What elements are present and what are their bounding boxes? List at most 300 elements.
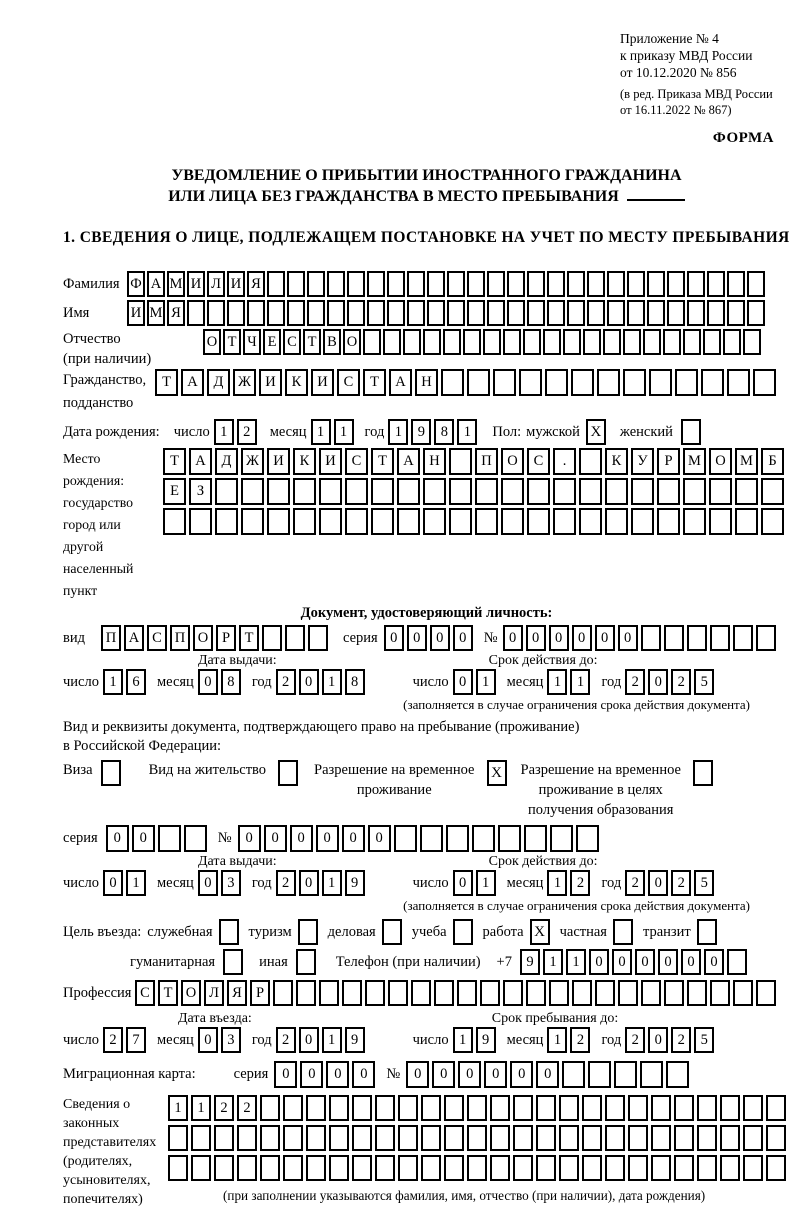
- char-cell[interactable]: [576, 825, 599, 852]
- char-cell[interactable]: [766, 1125, 786, 1151]
- char-cell[interactable]: [467, 1155, 487, 1181]
- char-cell[interactable]: [579, 478, 602, 505]
- char-cell[interactable]: 7: [126, 1027, 146, 1053]
- char-cell[interactable]: [579, 508, 602, 535]
- char-cell[interactable]: [168, 1155, 188, 1181]
- char-cell[interactable]: [383, 329, 401, 355]
- char-cell[interactable]: [327, 271, 345, 297]
- char-cell[interactable]: 0: [612, 949, 632, 975]
- char-cell[interactable]: [588, 1061, 611, 1088]
- char-cell[interactable]: [605, 1155, 625, 1181]
- char-cell[interactable]: 2: [671, 1027, 691, 1053]
- char-cell[interactable]: [446, 825, 469, 852]
- char-cell[interactable]: [687, 980, 707, 1006]
- char-cell[interactable]: М: [683, 448, 706, 475]
- char-cell[interactable]: М: [147, 300, 165, 326]
- char-cell[interactable]: [267, 271, 285, 297]
- char-cell[interactable]: 0: [648, 1027, 668, 1053]
- char-cell[interactable]: [709, 478, 732, 505]
- char-cell[interactable]: [697, 1155, 717, 1181]
- char-cell[interactable]: 1: [103, 669, 123, 695]
- char-cell[interactable]: [743, 1095, 763, 1121]
- char-cell[interactable]: 1: [334, 419, 354, 445]
- char-cell[interactable]: [306, 1095, 326, 1121]
- char-cell[interactable]: [423, 478, 446, 505]
- char-cell[interactable]: [651, 1095, 671, 1121]
- char-cell[interactable]: [513, 1155, 533, 1181]
- char-cell[interactable]: [720, 1125, 740, 1151]
- char-cell[interactable]: [503, 980, 523, 1006]
- char-cell[interactable]: 0: [589, 949, 609, 975]
- char-cell[interactable]: [583, 329, 601, 355]
- char-cell[interactable]: 1: [322, 1027, 342, 1053]
- char-cell[interactable]: [727, 369, 750, 396]
- char-cell[interactable]: И: [319, 448, 342, 475]
- char-cell[interactable]: [352, 1095, 372, 1121]
- char-cell[interactable]: [536, 1095, 556, 1121]
- char-cell[interactable]: [467, 369, 490, 396]
- char-cell[interactable]: О: [343, 329, 361, 355]
- char-cell[interactable]: [627, 271, 645, 297]
- char-cell[interactable]: 0: [526, 625, 546, 651]
- char-cell[interactable]: 0: [103, 870, 123, 896]
- char-cell[interactable]: 1: [322, 870, 342, 896]
- char-cell[interactable]: О: [181, 980, 201, 1006]
- char-cell[interactable]: Т: [371, 448, 394, 475]
- char-cell[interactable]: [628, 1125, 648, 1151]
- char-cell[interactable]: [467, 271, 485, 297]
- char-cell[interactable]: [623, 369, 646, 396]
- char-cell[interactable]: [709, 508, 732, 535]
- char-cell[interactable]: [550, 825, 573, 852]
- char-cell[interactable]: Я: [247, 271, 265, 297]
- char-cell[interactable]: 0: [326, 1061, 349, 1088]
- purpose-official-checkbox[interactable]: [219, 919, 239, 945]
- char-cell[interactable]: [371, 478, 394, 505]
- char-cell[interactable]: [657, 508, 680, 535]
- char-cell[interactable]: [293, 508, 316, 535]
- purpose-work-checkbox[interactable]: X: [530, 919, 550, 945]
- purpose-tourism-checkbox[interactable]: [298, 919, 318, 945]
- char-cell[interactable]: Р: [216, 625, 236, 651]
- char-cell[interactable]: [640, 1061, 663, 1088]
- char-cell[interactable]: [407, 271, 425, 297]
- char-cell[interactable]: [631, 508, 654, 535]
- char-cell[interactable]: [733, 625, 753, 651]
- char-cell[interactable]: [449, 508, 472, 535]
- char-cell[interactable]: [647, 300, 665, 326]
- char-cell[interactable]: 9: [476, 1027, 496, 1053]
- char-cell[interactable]: Я: [227, 980, 247, 1006]
- char-cell[interactable]: [707, 271, 725, 297]
- temp-residence-checkbox[interactable]: X: [487, 760, 507, 786]
- char-cell[interactable]: [766, 1095, 786, 1121]
- char-cell[interactable]: 1: [457, 419, 477, 445]
- char-cell[interactable]: [283, 1155, 303, 1181]
- purpose-business-checkbox[interactable]: [382, 919, 402, 945]
- char-cell[interactable]: А: [181, 369, 204, 396]
- char-cell[interactable]: И: [259, 369, 282, 396]
- char-cell[interactable]: [306, 1155, 326, 1181]
- char-cell[interactable]: [287, 300, 305, 326]
- char-cell[interactable]: П: [475, 448, 498, 475]
- char-cell[interactable]: [296, 980, 316, 1006]
- char-cell[interactable]: Т: [155, 369, 178, 396]
- char-cell[interactable]: 0: [704, 949, 724, 975]
- char-cell[interactable]: [543, 329, 561, 355]
- char-cell[interactable]: А: [124, 625, 144, 651]
- char-cell[interactable]: [651, 1155, 671, 1181]
- char-cell[interactable]: [761, 478, 784, 505]
- char-cell[interactable]: [329, 1095, 349, 1121]
- char-cell[interactable]: [421, 1125, 441, 1151]
- char-cell[interactable]: [398, 1095, 418, 1121]
- char-cell[interactable]: [237, 1155, 257, 1181]
- char-cell[interactable]: [707, 300, 725, 326]
- char-cell[interactable]: [607, 271, 625, 297]
- char-cell[interactable]: О: [709, 448, 732, 475]
- char-cell[interactable]: Т: [223, 329, 241, 355]
- char-cell[interactable]: 1: [126, 870, 146, 896]
- char-cell[interactable]: 0: [132, 825, 155, 852]
- char-cell[interactable]: 0: [549, 625, 569, 651]
- char-cell[interactable]: 0: [299, 870, 319, 896]
- char-cell[interactable]: 0: [658, 949, 678, 975]
- char-cell[interactable]: [567, 271, 585, 297]
- char-cell[interactable]: 2: [237, 419, 257, 445]
- char-cell[interactable]: [467, 1125, 487, 1151]
- purpose-study-checkbox[interactable]: [453, 919, 473, 945]
- char-cell[interactable]: [582, 1095, 602, 1121]
- char-cell[interactable]: [641, 980, 661, 1006]
- char-cell[interactable]: [513, 1125, 533, 1151]
- char-cell[interactable]: [283, 1095, 303, 1121]
- char-cell[interactable]: 0: [316, 825, 339, 852]
- char-cell[interactable]: [427, 271, 445, 297]
- char-cell[interactable]: [753, 369, 776, 396]
- char-cell[interactable]: [631, 478, 654, 505]
- char-cell[interactable]: [287, 271, 305, 297]
- char-cell[interactable]: [559, 1095, 579, 1121]
- char-cell[interactable]: М: [735, 448, 758, 475]
- purpose-private-checkbox[interactable]: [613, 919, 633, 945]
- char-cell[interactable]: 3: [221, 870, 241, 896]
- char-cell[interactable]: 8: [434, 419, 454, 445]
- edu-residence-checkbox[interactable]: [693, 760, 713, 786]
- char-cell[interactable]: [687, 271, 705, 297]
- char-cell[interactable]: И: [267, 448, 290, 475]
- char-cell[interactable]: [191, 1125, 211, 1151]
- char-cell[interactable]: [267, 478, 290, 505]
- char-cell[interactable]: [545, 369, 568, 396]
- char-cell[interactable]: [710, 625, 730, 651]
- char-cell[interactable]: 9: [345, 1027, 365, 1053]
- char-cell[interactable]: [720, 1095, 740, 1121]
- char-cell[interactable]: [260, 1095, 280, 1121]
- char-cell[interactable]: [306, 1125, 326, 1151]
- char-cell[interactable]: О: [203, 329, 221, 355]
- char-cell[interactable]: [572, 980, 592, 1006]
- char-cell[interactable]: [352, 1155, 372, 1181]
- char-cell[interactable]: П: [170, 625, 190, 651]
- char-cell[interactable]: 2: [276, 669, 296, 695]
- char-cell[interactable]: 0: [432, 1061, 455, 1088]
- char-cell[interactable]: [467, 1095, 487, 1121]
- char-cell[interactable]: [241, 478, 264, 505]
- char-cell[interactable]: 2: [570, 1027, 590, 1053]
- char-cell[interactable]: Д: [207, 369, 230, 396]
- char-cell[interactable]: [375, 1125, 395, 1151]
- char-cell[interactable]: [710, 980, 730, 1006]
- char-cell[interactable]: 2: [625, 1027, 645, 1053]
- char-cell[interactable]: [697, 1125, 717, 1151]
- char-cell[interactable]: [444, 1095, 464, 1121]
- char-cell[interactable]: [319, 478, 342, 505]
- char-cell[interactable]: 0: [368, 825, 391, 852]
- char-cell[interactable]: [651, 1125, 671, 1151]
- char-cell[interactable]: С: [345, 448, 368, 475]
- char-cell[interactable]: [743, 1125, 763, 1151]
- char-cell[interactable]: 8: [221, 669, 241, 695]
- char-cell[interactable]: З: [189, 478, 212, 505]
- char-cell[interactable]: [523, 329, 541, 355]
- char-cell[interactable]: [227, 300, 245, 326]
- char-cell[interactable]: С: [283, 329, 301, 355]
- char-cell[interactable]: [527, 478, 550, 505]
- char-cell[interactable]: Т: [163, 448, 186, 475]
- char-cell[interactable]: [519, 369, 542, 396]
- char-cell[interactable]: [307, 300, 325, 326]
- char-cell[interactable]: [329, 1155, 349, 1181]
- char-cell[interactable]: О: [193, 625, 213, 651]
- char-cell[interactable]: [398, 1125, 418, 1151]
- char-cell[interactable]: [579, 448, 602, 475]
- char-cell[interactable]: [403, 329, 421, 355]
- char-cell[interactable]: [449, 478, 472, 505]
- char-cell[interactable]: Б: [761, 448, 784, 475]
- char-cell[interactable]: 0: [618, 625, 638, 651]
- char-cell[interactable]: 0: [299, 669, 319, 695]
- char-cell[interactable]: [743, 1155, 763, 1181]
- char-cell[interactable]: [345, 478, 368, 505]
- char-cell[interactable]: 0: [572, 625, 592, 651]
- char-cell[interactable]: 0: [352, 1061, 375, 1088]
- char-cell[interactable]: [487, 271, 505, 297]
- char-cell[interactable]: С: [337, 369, 360, 396]
- char-cell[interactable]: 0: [198, 870, 218, 896]
- char-cell[interactable]: Е: [163, 478, 186, 505]
- char-cell[interactable]: 1: [388, 419, 408, 445]
- char-cell[interactable]: [675, 369, 698, 396]
- char-cell[interactable]: [536, 1125, 556, 1151]
- char-cell[interactable]: 9: [520, 949, 540, 975]
- char-cell[interactable]: [664, 980, 684, 1006]
- char-cell[interactable]: Ч: [243, 329, 261, 355]
- char-cell[interactable]: [547, 300, 565, 326]
- char-cell[interactable]: [319, 980, 339, 1006]
- char-cell[interactable]: [559, 1125, 579, 1151]
- char-cell[interactable]: [214, 1125, 234, 1151]
- char-cell[interactable]: 0: [300, 1061, 323, 1088]
- char-cell[interactable]: С: [147, 625, 167, 651]
- char-cell[interactable]: [163, 508, 186, 535]
- char-cell[interactable]: [667, 300, 685, 326]
- char-cell[interactable]: [187, 300, 205, 326]
- char-cell[interactable]: 0: [681, 949, 701, 975]
- char-cell[interactable]: [603, 329, 621, 355]
- char-cell[interactable]: [547, 271, 565, 297]
- char-cell[interactable]: [483, 329, 501, 355]
- char-cell[interactable]: [536, 1155, 556, 1181]
- char-cell[interactable]: 0: [503, 625, 523, 651]
- char-cell[interactable]: [618, 980, 638, 1006]
- char-cell[interactable]: [727, 300, 745, 326]
- char-cell[interactable]: [628, 1095, 648, 1121]
- char-cell[interactable]: [727, 271, 745, 297]
- char-cell[interactable]: Л: [204, 980, 224, 1006]
- char-cell[interactable]: 2: [570, 870, 590, 896]
- residence-permit-checkbox[interactable]: [278, 760, 298, 786]
- char-cell[interactable]: [697, 1095, 717, 1121]
- char-cell[interactable]: 0: [299, 1027, 319, 1053]
- visa-checkbox[interactable]: [101, 760, 121, 786]
- char-cell[interactable]: 9: [345, 870, 365, 896]
- char-cell[interactable]: 0: [648, 669, 668, 695]
- char-cell[interactable]: [329, 1125, 349, 1151]
- char-cell[interactable]: 1: [214, 419, 234, 445]
- char-cell[interactable]: К: [285, 369, 308, 396]
- char-cell[interactable]: [347, 300, 365, 326]
- char-cell[interactable]: 2: [276, 870, 296, 896]
- char-cell[interactable]: 1: [566, 949, 586, 975]
- char-cell[interactable]: [647, 271, 665, 297]
- char-cell[interactable]: [664, 625, 684, 651]
- char-cell[interactable]: [701, 369, 724, 396]
- char-cell[interactable]: [441, 369, 464, 396]
- char-cell[interactable]: [365, 980, 385, 1006]
- purpose-other-checkbox[interactable]: [296, 949, 316, 975]
- char-cell[interactable]: 2: [237, 1095, 257, 1121]
- char-cell[interactable]: 1: [547, 870, 567, 896]
- char-cell[interactable]: [397, 508, 420, 535]
- char-cell[interactable]: [527, 508, 550, 535]
- char-cell[interactable]: 2: [671, 870, 691, 896]
- char-cell[interactable]: А: [389, 369, 412, 396]
- char-cell[interactable]: 3: [221, 1027, 241, 1053]
- char-cell[interactable]: [189, 508, 212, 535]
- char-cell[interactable]: [766, 1155, 786, 1181]
- char-cell[interactable]: [507, 300, 525, 326]
- char-cell[interactable]: [444, 1155, 464, 1181]
- char-cell[interactable]: [490, 1095, 510, 1121]
- char-cell[interactable]: 0: [453, 669, 473, 695]
- char-cell[interactable]: 0: [238, 825, 261, 852]
- char-cell[interactable]: У: [631, 448, 654, 475]
- char-cell[interactable]: И: [187, 271, 205, 297]
- char-cell[interactable]: [723, 329, 741, 355]
- char-cell[interactable]: [563, 329, 581, 355]
- char-cell[interactable]: [582, 1155, 602, 1181]
- char-cell[interactable]: 5: [694, 669, 714, 695]
- char-cell[interactable]: 0: [458, 1061, 481, 1088]
- char-cell[interactable]: [158, 825, 181, 852]
- char-cell[interactable]: 1: [311, 419, 331, 445]
- char-cell[interactable]: [423, 508, 446, 535]
- char-cell[interactable]: [363, 329, 381, 355]
- char-cell[interactable]: [388, 980, 408, 1006]
- char-cell[interactable]: И: [127, 300, 145, 326]
- char-cell[interactable]: [214, 1155, 234, 1181]
- char-cell[interactable]: 0: [384, 625, 404, 651]
- char-cell[interactable]: [184, 825, 207, 852]
- char-cell[interactable]: [761, 508, 784, 535]
- char-cell[interactable]: [480, 980, 500, 1006]
- char-cell[interactable]: А: [397, 448, 420, 475]
- char-cell[interactable]: Т: [158, 980, 178, 1006]
- char-cell[interactable]: [387, 300, 405, 326]
- char-cell[interactable]: Ф: [127, 271, 145, 297]
- char-cell[interactable]: Т: [303, 329, 321, 355]
- char-cell[interactable]: Н: [415, 369, 438, 396]
- char-cell[interactable]: [735, 478, 758, 505]
- char-cell[interactable]: [498, 825, 521, 852]
- char-cell[interactable]: [475, 478, 498, 505]
- char-cell[interactable]: [247, 300, 265, 326]
- char-cell[interactable]: [285, 625, 305, 651]
- char-cell[interactable]: [503, 329, 521, 355]
- char-cell[interactable]: [447, 300, 465, 326]
- char-cell[interactable]: [262, 625, 282, 651]
- char-cell[interactable]: [397, 478, 420, 505]
- char-cell[interactable]: М: [167, 271, 185, 297]
- char-cell[interactable]: [421, 1155, 441, 1181]
- char-cell[interactable]: 0: [290, 825, 313, 852]
- char-cell[interactable]: И: [311, 369, 334, 396]
- char-cell[interactable]: 1: [476, 669, 496, 695]
- char-cell[interactable]: [527, 271, 545, 297]
- char-cell[interactable]: К: [605, 448, 628, 475]
- char-cell[interactable]: Ж: [241, 448, 264, 475]
- char-cell[interactable]: [524, 825, 547, 852]
- char-cell[interactable]: [513, 1095, 533, 1121]
- char-cell[interactable]: Я: [167, 300, 185, 326]
- char-cell[interactable]: [735, 508, 758, 535]
- char-cell[interactable]: [587, 300, 605, 326]
- char-cell[interactable]: [267, 300, 285, 326]
- char-cell[interactable]: 0: [536, 1061, 559, 1088]
- char-cell[interactable]: [273, 980, 293, 1006]
- char-cell[interactable]: [375, 1095, 395, 1121]
- char-cell[interactable]: [501, 508, 524, 535]
- char-cell[interactable]: [237, 1125, 257, 1151]
- char-cell[interactable]: 6: [126, 669, 146, 695]
- char-cell[interactable]: [347, 271, 365, 297]
- char-cell[interactable]: [756, 980, 776, 1006]
- char-cell[interactable]: [444, 1125, 464, 1151]
- char-cell[interactable]: [747, 271, 765, 297]
- char-cell[interactable]: 1: [547, 1027, 567, 1053]
- char-cell[interactable]: [756, 625, 776, 651]
- char-cell[interactable]: [720, 1155, 740, 1181]
- char-cell[interactable]: [641, 625, 661, 651]
- char-cell[interactable]: 1: [322, 669, 342, 695]
- char-cell[interactable]: [411, 980, 431, 1006]
- char-cell[interactable]: Н: [423, 448, 446, 475]
- char-cell[interactable]: [375, 1155, 395, 1181]
- char-cell[interactable]: 1: [543, 949, 563, 975]
- char-cell[interactable]: [352, 1125, 372, 1151]
- char-cell[interactable]: [666, 1061, 689, 1088]
